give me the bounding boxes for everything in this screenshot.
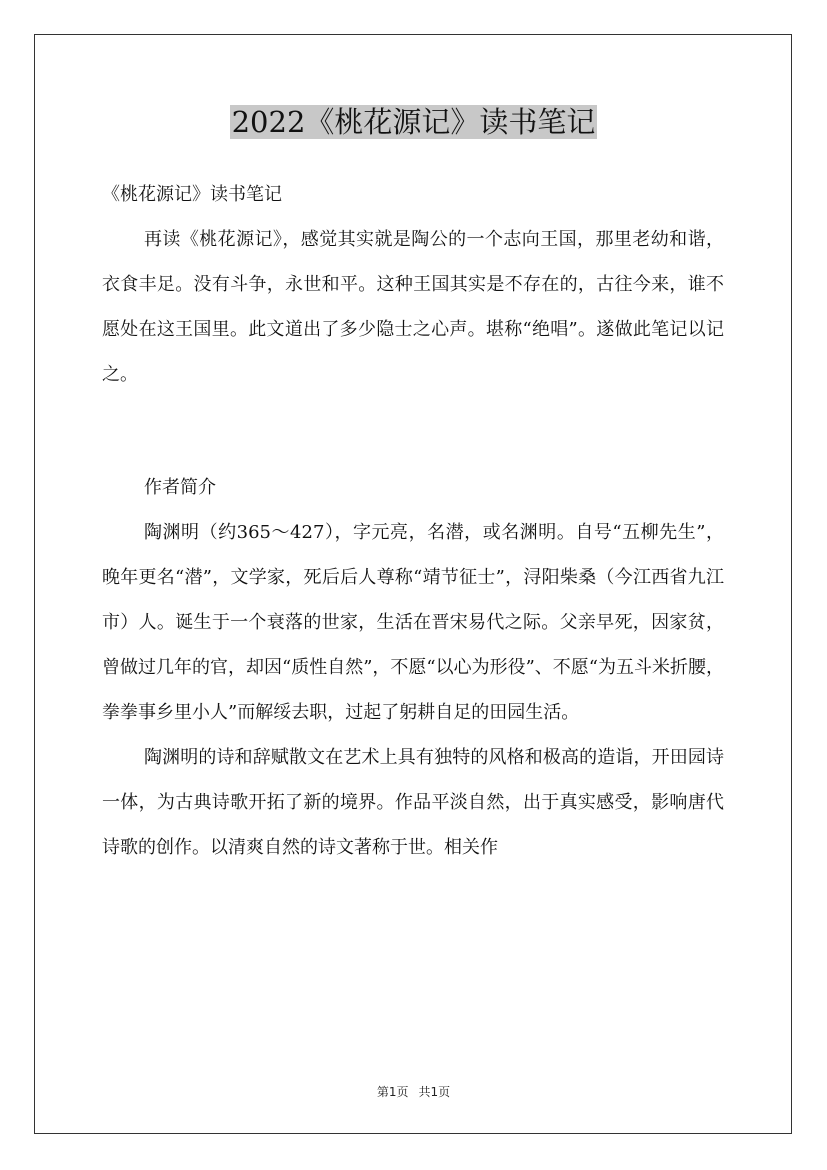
section-spacer [102, 397, 724, 465]
document-body [102, 172, 724, 870]
subtitle-paragraph: 《桃花源记》读书笔记 [102, 184, 282, 205]
author-works-paragraph: 陶渊明的诗和辞赋散文在艺术上具有独特的风格和极高的造诣，开田园诗一体，为古典诗歌开拓了新的境界。作品平淡自然，出于真实感受，影响唐代诗歌的创作。以清爽自然的诗文著称于世。相关作 [102, 747, 724, 858]
author-bio-paragraph: 陶渊明（约365～427），字元亮，名潜，或名渊明。自号“五柳先生”，晚年更名“潜”，文学家，死后后人尊称“靖节征士”，浔阳柴桑（今江西省九江市）人。诞生于一个衰落的世家，生活在晋宋易代之际。父亲早死，因家贫，曾做过几年的官，却因“质性自然”，不愿“以心为形役”、不愿“为五斗米折腰，拳拳事乡里小人”而解绥去职，过起了躬耕自足的田园生活。 [102, 522, 725, 723]
document-title [0, 100, 827, 144]
page-number: 第1页 [376, 1085, 409, 1099]
intro-paragraph: 再读《桃花源记》，感觉其实就是陶公的一个志向王国，那里老幼和谐，衣食丰足。没有斗争，永世和平。这种王国其实是不存在的，古往今来，谁不愿处在这王国里。此文道出了多少隐士之心声。堪称“绝唱”。遂做此笔记以记之。 [102, 229, 724, 385]
page-footer [0, 1083, 827, 1100]
section-heading-author: 作者简介 [144, 477, 216, 498]
document-title-text: 2022《桃花源记》读书笔记 [231, 105, 596, 139]
page-total: 共1页 [418, 1085, 451, 1099]
